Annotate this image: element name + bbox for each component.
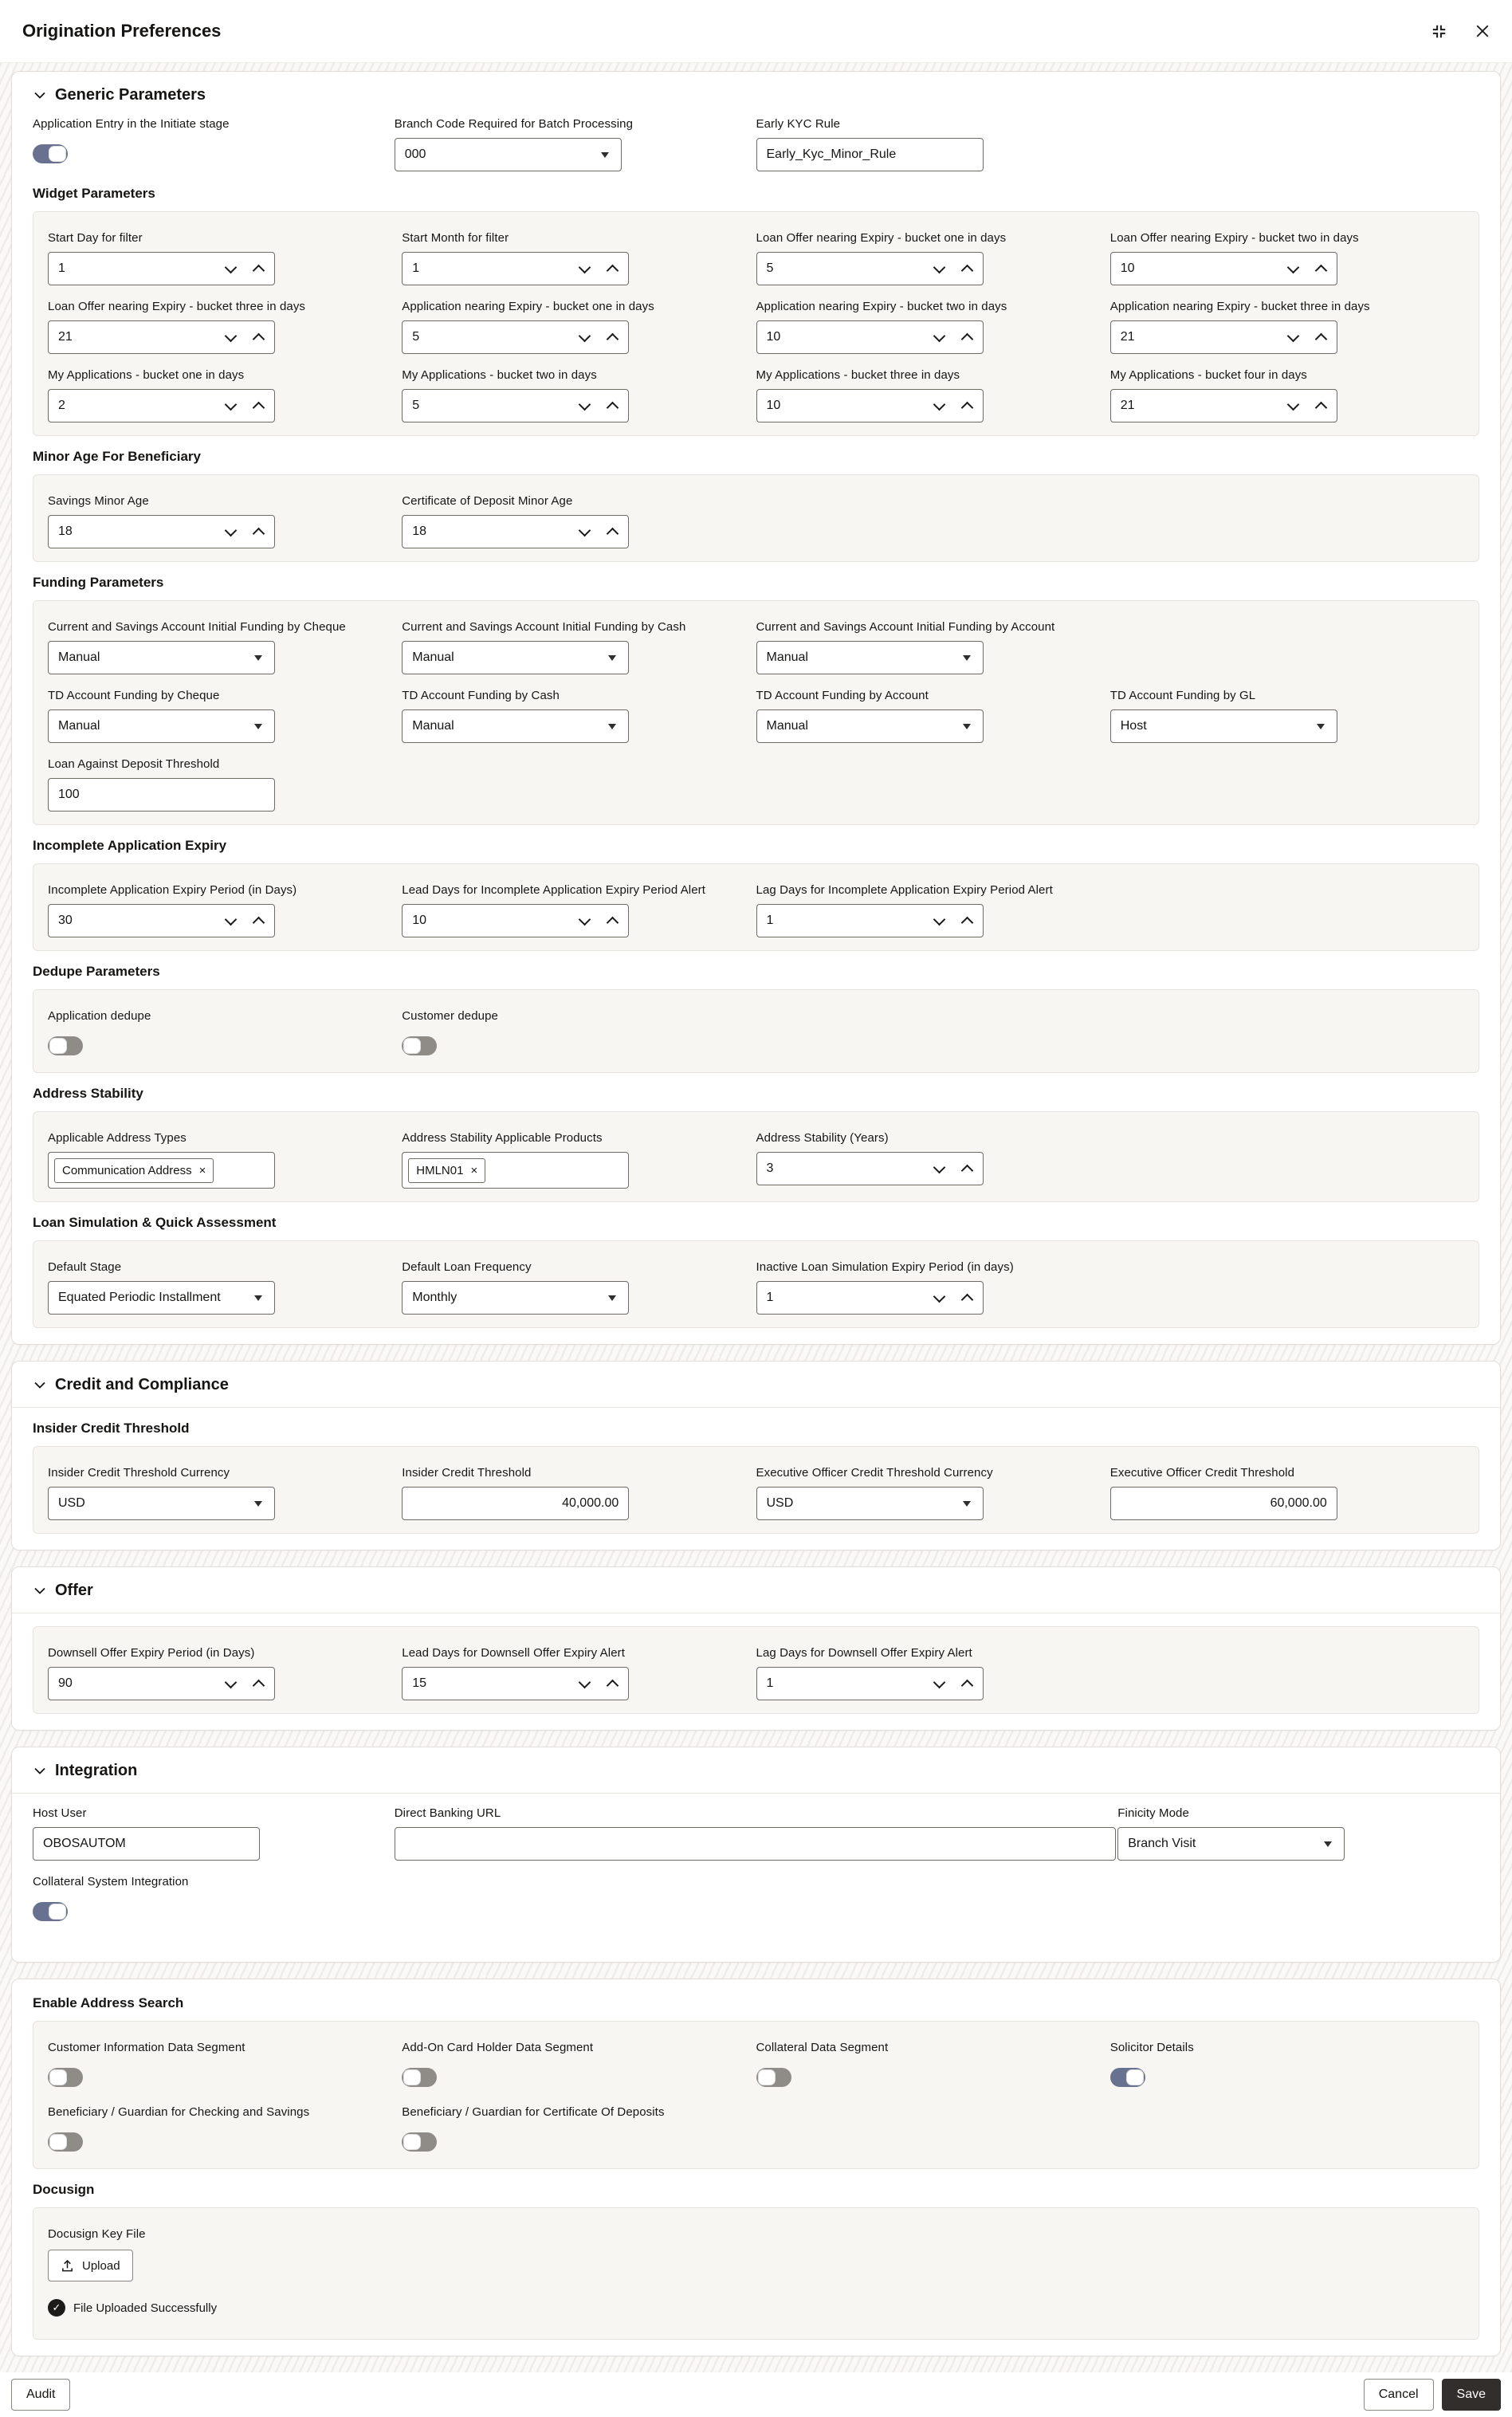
loan-offer-expiry-bucket-two-stepper[interactable]: 10 <box>1110 252 1337 285</box>
direct-banking-url-input[interactable] <box>395 1827 1116 1861</box>
toggle-knob <box>403 2134 421 2150</box>
upload-button[interactable]: Upload <box>48 2250 133 2281</box>
subheader-docusign: Docusign <box>33 2182 95 2197</box>
field-casa-funding-cheque: Current and Savings Account Initial Funding by Cheque Manual <box>48 620 402 674</box>
chevron-down-icon[interactable] <box>933 398 945 411</box>
casa-funding-cash-select[interactable]: Manual <box>402 641 629 674</box>
field-cd-minor-age: Certificate of Deposit Minor Age 18 <box>402 494 756 548</box>
application-entry-toggle[interactable] <box>33 144 68 163</box>
field-default-loan-frequency: Default Loan Frequency Monthly <box>402 1260 756 1315</box>
field-executive-credit-threshold-currency: Executive Officer Credit Threshold Currency USD <box>756 1466 1110 1520</box>
section-header-integration[interactable]: Integration <box>12 1747 1500 1794</box>
field-direct-banking-url: Direct Banking URL <box>395 1806 1118 1861</box>
integration-card <box>11 1747 1501 1963</box>
subheader-loan-simulation: Loan Simulation & Quick Assessment <box>33 1215 277 1230</box>
generic-parameters-card <box>11 71 1501 1345</box>
field-addon-card-holder-data-segment: Add-On Card Holder Data Segment <box>402 2041 756 2091</box>
field-application-expiry-bucket-one: Application nearing Expiry - bucket one in days 5 <box>402 300 756 354</box>
chevron-up-icon[interactable] <box>607 527 619 540</box>
cancel-button[interactable]: Cancel <box>1364 2379 1434 2411</box>
field-casa-funding-account: Current and Savings Account Initial Funding by Account Manual <box>756 620 1110 674</box>
start-day-filter-stepper[interactable]: 1 <box>48 252 275 285</box>
field-downsell-offer-expiry-period: Downsell Offer Expiry Period (in Days) 90 <box>48 1646 402 1700</box>
chevron-down-icon[interactable] <box>225 398 238 411</box>
beneficiary-guardian-cd-toggle[interactable] <box>402 2132 437 2152</box>
field-loan-against-deposit-threshold: Loan Against Deposit Threshold 100 <box>48 757 402 812</box>
chevron-down-icon[interactable] <box>933 1161 945 1173</box>
cd-minor-age-stepper[interactable]: 18 <box>402 515 629 548</box>
chevron-up-icon[interactable] <box>960 401 973 414</box>
offer-card <box>11 1566 1501 1731</box>
field-beneficiary-guardian-checking-savings: Beneficiary / Guardian for Checking and Savings <box>48 2105 402 2156</box>
dropdown-caret-icon <box>1317 724 1325 729</box>
chevron-up-icon[interactable] <box>1314 264 1327 277</box>
dropdown-caret-icon <box>608 1295 616 1301</box>
application-expiry-bucket-two-stepper[interactable]: 10 <box>756 320 984 354</box>
chip-remove-icon[interactable]: × <box>198 1163 206 1177</box>
check-circle-icon: ✓ <box>48 2299 65 2317</box>
loan-offer-expiry-bucket-three-stepper[interactable]: 21 <box>48 320 275 354</box>
funding-parameters-panel <box>33 600 1479 825</box>
toggle-knob <box>49 1904 66 1920</box>
field-branch-code-batch-processing: Branch Code Required for Batch Processing 000 <box>395 117 756 171</box>
field-my-applications-bucket-two: My Applications - bucket two in days 5 <box>402 368 756 422</box>
dropdown-caret-icon <box>608 655 616 661</box>
field-finicity-mode: Finicity Mode Branch Visit <box>1117 1806 1479 1861</box>
section-header-offer[interactable]: Offer <box>12 1567 1500 1613</box>
chevron-down-icon <box>34 1381 45 1389</box>
chevron-up-icon[interactable] <box>607 1679 619 1692</box>
audit-button[interactable]: Audit <box>11 2379 70 2411</box>
subheader-widget-parameters: Widget Parameters <box>33 186 155 201</box>
field-insider-credit-threshold-currency: Insider Credit Threshold Currency USD <box>48 1466 402 1520</box>
toggle-knob <box>758 2069 776 2085</box>
td-funding-cheque-select[interactable]: Manual <box>48 709 275 743</box>
field-incomplete-expiry-lead-days: Lead Days for Incomplete Application Expiry Period Alert 10 <box>402 883 756 937</box>
customer-information-data-segment-toggle[interactable] <box>48 2068 83 2087</box>
chevron-down-icon[interactable] <box>933 1676 945 1688</box>
early-kyc-rule-input[interactable]: Early_Kyc_Minor_Rule <box>756 138 984 171</box>
my-applications-bucket-one-stepper[interactable]: 2 <box>48 389 275 422</box>
chevron-down-icon[interactable] <box>579 524 591 536</box>
dropdown-caret-icon <box>963 724 971 729</box>
field-start-day-filter: Start Day for filter 1 <box>48 231 402 285</box>
chevron-down-icon[interactable] <box>225 1676 238 1688</box>
td-funding-gl-select[interactable]: Host <box>1110 709 1337 743</box>
chevron-up-icon[interactable] <box>253 916 265 929</box>
chevron-down-icon[interactable] <box>579 329 591 342</box>
upload-icon <box>61 2259 74 2273</box>
field-collateral-data-segment: Collateral Data Segment <box>756 2041 1110 2091</box>
td-funding-cash-select[interactable]: Manual <box>402 709 629 743</box>
chevron-down-icon[interactable] <box>1286 398 1299 411</box>
field-insider-credit-threshold: Insider Credit Threshold 40,000.00 <box>402 1466 756 1520</box>
dropdown-caret-icon <box>963 1501 971 1507</box>
chevron-down-icon[interactable] <box>1286 329 1299 342</box>
my-applications-bucket-three-stepper[interactable]: 10 <box>756 389 984 422</box>
field-downsell-offer-lag-days: Lag Days for Downsell Offer Expiry Alert 1 <box>756 1646 1110 1700</box>
casa-funding-account-select[interactable]: Manual <box>756 641 984 674</box>
subheader-insider-credit-threshold: Insider Credit Threshold <box>33 1421 190 1436</box>
page-body <box>0 63 1512 2356</box>
chevron-down-icon[interactable] <box>1286 261 1299 273</box>
page-title: Origination Preferences <box>22 21 222 41</box>
field-td-funding-cash: TD Account Funding by Cash Manual <box>402 689 756 743</box>
host-user-input[interactable]: OBOSAUTOM <box>33 1827 260 1861</box>
chevron-up-icon[interactable] <box>960 1293 973 1306</box>
chevron-up-icon[interactable] <box>960 916 973 929</box>
chevron-up-icon[interactable] <box>607 916 619 929</box>
toggle-knob <box>49 2134 67 2150</box>
collapse-window-icon[interactable] <box>1431 24 1447 39</box>
enable-address-search-panel <box>33 2021 1479 2169</box>
subheader-funding-parameters: Funding Parameters <box>33 575 164 590</box>
dropdown-caret-icon <box>254 1295 262 1301</box>
field-default-stage: Default Stage Equated Periodic Installment <box>48 1260 402 1315</box>
field-address-stability-years: Address Stability (Years) 3 <box>756 1131 1110 1189</box>
insider-credit-threshold-panel <box>33 1446 1479 1534</box>
chevron-up-icon[interactable] <box>607 264 619 277</box>
field-incomplete-expiry-lag-days: Lag Days for Incomplete Application Expiry Period Alert 1 <box>756 883 1110 937</box>
inactive-loan-simulation-expiry-stepper[interactable]: 1 <box>756 1281 984 1315</box>
chevron-down-icon[interactable] <box>933 913 945 926</box>
field-savings-minor-age: Savings Minor Age 18 <box>48 494 402 548</box>
upload-status: ✓ File Uploaded Successfully <box>48 2299 1464 2326</box>
address-stability-panel <box>33 1111 1479 1202</box>
application-expiry-bucket-one-stepper[interactable]: 5 <box>402 320 629 354</box>
chevron-up-icon[interactable] <box>253 401 265 414</box>
offer-panel <box>33 1626 1479 1714</box>
solicitor-details-toggle[interactable] <box>1110 2068 1145 2087</box>
application-expiry-bucket-three-stepper[interactable]: 21 <box>1110 320 1337 354</box>
dropdown-caret-icon <box>254 724 262 729</box>
chevron-up-icon[interactable] <box>960 1679 973 1692</box>
dropdown-caret-icon <box>254 1501 262 1507</box>
field-customer-dedupe: Customer dedupe <box>402 1009 756 1059</box>
widget-parameters-panel <box>33 211 1479 436</box>
field-td-funding-gl: TD Account Funding by GL Host <box>1110 689 1464 743</box>
finicity-mode-select[interactable]: Branch Visit <box>1117 1827 1345 1861</box>
chevron-down-icon[interactable] <box>933 329 945 342</box>
address-search-docusign-card <box>11 1979 1501 2356</box>
field-loan-offer-expiry-bucket-three: Loan Offer nearing Expiry - bucket three in days 21 <box>48 300 402 354</box>
dropdown-caret-icon <box>601 152 609 158</box>
chevron-down-icon[interactable] <box>579 1676 591 1688</box>
dropdown-caret-icon <box>608 724 616 729</box>
incomplete-expiry-lead-days-stepper[interactable]: 10 <box>402 904 629 937</box>
toggle-knob <box>49 146 66 162</box>
insider-credit-threshold-currency-select[interactable]: USD <box>48 1487 275 1520</box>
chevron-down-icon[interactable] <box>225 329 238 342</box>
chevron-up-icon[interactable] <box>960 264 973 277</box>
savings-minor-age-stepper[interactable]: 18 <box>48 515 275 548</box>
loan-simulation-panel <box>33 1240 1479 1328</box>
incomplete-expiry-period-stepper[interactable]: 30 <box>48 904 275 937</box>
chevron-down-icon[interactable] <box>579 261 591 273</box>
field-my-applications-bucket-four: My Applications - bucket four in days 21 <box>1110 368 1464 422</box>
chevron-up-icon[interactable] <box>1314 401 1327 414</box>
my-applications-bucket-two-stepper[interactable]: 5 <box>402 389 629 422</box>
chevron-up-icon[interactable] <box>607 332 619 345</box>
loan-offer-expiry-bucket-one-stepper[interactable]: 5 <box>756 252 984 285</box>
field-application-expiry-bucket-two: Application nearing Expiry - bucket two in days 10 <box>756 300 1110 354</box>
field-application-entry-initiate-stage: Application Entry in the Initiate stage <box>33 117 395 171</box>
incomplete-expiry-lag-days-stepper[interactable]: 1 <box>756 904 984 937</box>
default-stage-select[interactable]: Equated Periodic Installment <box>48 1281 275 1315</box>
field-collateral-system-integration: Collateral System Integration <box>33 1875 395 1925</box>
field-casa-funding-cash: Current and Savings Account Initial Funding by Cash Manual <box>402 620 756 674</box>
td-funding-account-select[interactable]: Manual <box>756 709 984 743</box>
toggle-knob <box>49 2069 67 2085</box>
address-stability-products-input[interactable] <box>402 1152 629 1189</box>
beneficiary-guardian-checking-savings-toggle[interactable] <box>48 2132 83 2152</box>
toggle-knob <box>1126 2069 1144 2085</box>
dedupe-parameters-panel <box>33 989 1479 1073</box>
chevron-down-icon[interactable] <box>579 398 591 411</box>
chevron-up-icon[interactable] <box>607 401 619 414</box>
downsell-offer-lead-days-stepper[interactable]: 15 <box>402 1667 629 1700</box>
application-dedupe-toggle[interactable] <box>48 1036 83 1055</box>
chevron-down-icon <box>34 1767 45 1774</box>
chevron-down-icon <box>34 1587 45 1594</box>
chip-remove-icon[interactable]: × <box>470 1163 478 1177</box>
chevron-up-icon[interactable] <box>253 527 265 540</box>
address-stability-years-stepper[interactable]: 3 <box>756 1152 984 1185</box>
downsell-offer-expiry-period-stepper[interactable]: 90 <box>48 1667 275 1700</box>
footer-actions <box>0 2372 1512 2417</box>
section-header-generic-parameters[interactable]: Generic Parameters <box>33 72 1479 114</box>
insider-credit-threshold-input[interactable]: 40,000.00 <box>402 1487 629 1520</box>
chip-hmln01: HMLN01 × <box>408 1158 485 1183</box>
executive-credit-threshold-currency-select[interactable]: USD <box>756 1487 984 1520</box>
field-loan-offer-expiry-bucket-one: Loan Offer nearing Expiry - bucket one in days 5 <box>756 231 1110 285</box>
subheader-address-stability: Address Stability <box>33 1086 143 1101</box>
close-icon[interactable] <box>1475 24 1490 38</box>
chevron-up-icon[interactable] <box>1314 332 1327 345</box>
field-executive-credit-threshold: Executive Officer Credit Threshold 60,000.00 <box>1110 1466 1464 1520</box>
subheader-minor-age: Minor Age For Beneficiary <box>33 449 201 464</box>
loan-against-deposit-threshold-input[interactable]: 100 <box>48 778 275 812</box>
incomplete-application-expiry-panel <box>33 863 1479 951</box>
chevron-down-icon[interactable] <box>225 913 238 926</box>
field-my-applications-bucket-one: My Applications - bucket one in days 2 <box>48 368 402 422</box>
minor-age-panel <box>33 474 1479 562</box>
field-application-expiry-bucket-three: Application nearing Expiry - bucket three in days 21 <box>1110 300 1464 354</box>
field-early-kyc-rule: Early KYC Rule Early_Kyc_Minor_Rule <box>756 117 1118 171</box>
chevron-up-icon[interactable] <box>253 1679 265 1692</box>
executive-credit-threshold-input[interactable]: 60,000.00 <box>1110 1487 1337 1520</box>
field-my-applications-bucket-three: My Applications - bucket three in days 10 <box>756 368 1110 422</box>
field-incomplete-expiry-period: Incomplete Application Expiry Period (in Days) 30 <box>48 883 402 937</box>
collateral-system-integration-toggle[interactable] <box>33 1902 68 1921</box>
applicable-address-types-input[interactable] <box>48 1152 275 1189</box>
toggle-knob <box>403 1038 421 1054</box>
customer-dedupe-toggle[interactable] <box>402 1036 437 1055</box>
field-application-dedupe: Application dedupe <box>48 1009 402 1059</box>
toggle-knob <box>49 1038 67 1054</box>
start-month-filter-stepper[interactable]: 1 <box>402 252 629 285</box>
field-address-stability-products: Address Stability Applicable Products HMLN01 × <box>402 1131 756 1189</box>
chevron-up-icon[interactable] <box>253 332 265 345</box>
casa-funding-cheque-select[interactable]: Manual <box>48 641 275 674</box>
field-customer-information-data-segment: Customer Information Data Segment <box>48 2041 402 2091</box>
subheader-incomplete-application-expiry: Incomplete Application Expiry <box>33 838 227 853</box>
collateral-data-segment-toggle[interactable] <box>756 2068 791 2087</box>
dropdown-caret-icon <box>254 655 262 661</box>
chevron-up-icon[interactable] <box>960 332 973 345</box>
credit-compliance-card <box>11 1361 1501 1550</box>
chevron-down-icon[interactable] <box>933 1290 945 1303</box>
chevron-down-icon[interactable] <box>225 524 238 536</box>
dropdown-caret-icon <box>963 655 971 661</box>
my-applications-bucket-four-stepper[interactable]: 21 <box>1110 389 1337 422</box>
section-header-credit-compliance[interactable]: Credit and Compliance <box>12 1362 1500 1408</box>
field-td-funding-cheque: TD Account Funding by Cheque Manual <box>48 689 402 743</box>
chevron-down-icon[interactable] <box>933 261 945 273</box>
toggle-knob <box>403 2069 421 2085</box>
addon-card-holder-data-segment-toggle[interactable] <box>402 2068 437 2087</box>
chip-communication-address: Communication Address × <box>54 1158 214 1183</box>
field-host-user: Host User OBOSAUTOM <box>33 1806 395 1861</box>
field-td-funding-account: TD Account Funding by Account Manual <box>756 689 1110 743</box>
default-loan-frequency-select[interactable]: Monthly <box>402 1281 629 1315</box>
field-start-month-filter: Start Month for filter 1 <box>402 231 756 285</box>
docusign-panel <box>33 2207 1479 2340</box>
chevron-up-icon[interactable] <box>253 264 265 277</box>
field-beneficiary-guardian-cd: Beneficiary / Guardian for Certificate Of Deposits <box>402 2105 756 2156</box>
save-button[interactable]: Save <box>1442 2379 1501 2411</box>
branch-code-select[interactable]: 000 <box>395 138 622 171</box>
field-inactive-loan-simulation-expiry: Inactive Loan Simulation Expiry Period (in days) 1 <box>756 1260 1110 1315</box>
docusign-key-file-label: Docusign Key File <box>48 2227 146 2241</box>
chevron-down-icon[interactable] <box>579 913 591 926</box>
chevron-up-icon[interactable] <box>960 1164 973 1177</box>
dropdown-caret-icon <box>1324 1841 1332 1847</box>
field-applicable-address-types: Applicable Address Types Communication Address × <box>48 1131 402 1189</box>
subheader-enable-address-search: Enable Address Search <box>33 1995 184 2010</box>
window-titlebar <box>0 0 1512 63</box>
subheader-dedupe-parameters: Dedupe Parameters <box>33 964 160 979</box>
chevron-down-icon[interactable] <box>225 261 238 273</box>
chevron-down-icon <box>34 92 45 99</box>
downsell-offer-lag-days-stepper[interactable]: 1 <box>756 1667 984 1700</box>
field-solicitor-details: Solicitor Details <box>1110 2041 1464 2091</box>
field-downsell-offer-lead-days: Lead Days for Downsell Offer Expiry Alert 15 <box>402 1646 756 1700</box>
field-loan-offer-expiry-bucket-two: Loan Offer nearing Expiry - bucket two in days 10 <box>1110 231 1464 285</box>
